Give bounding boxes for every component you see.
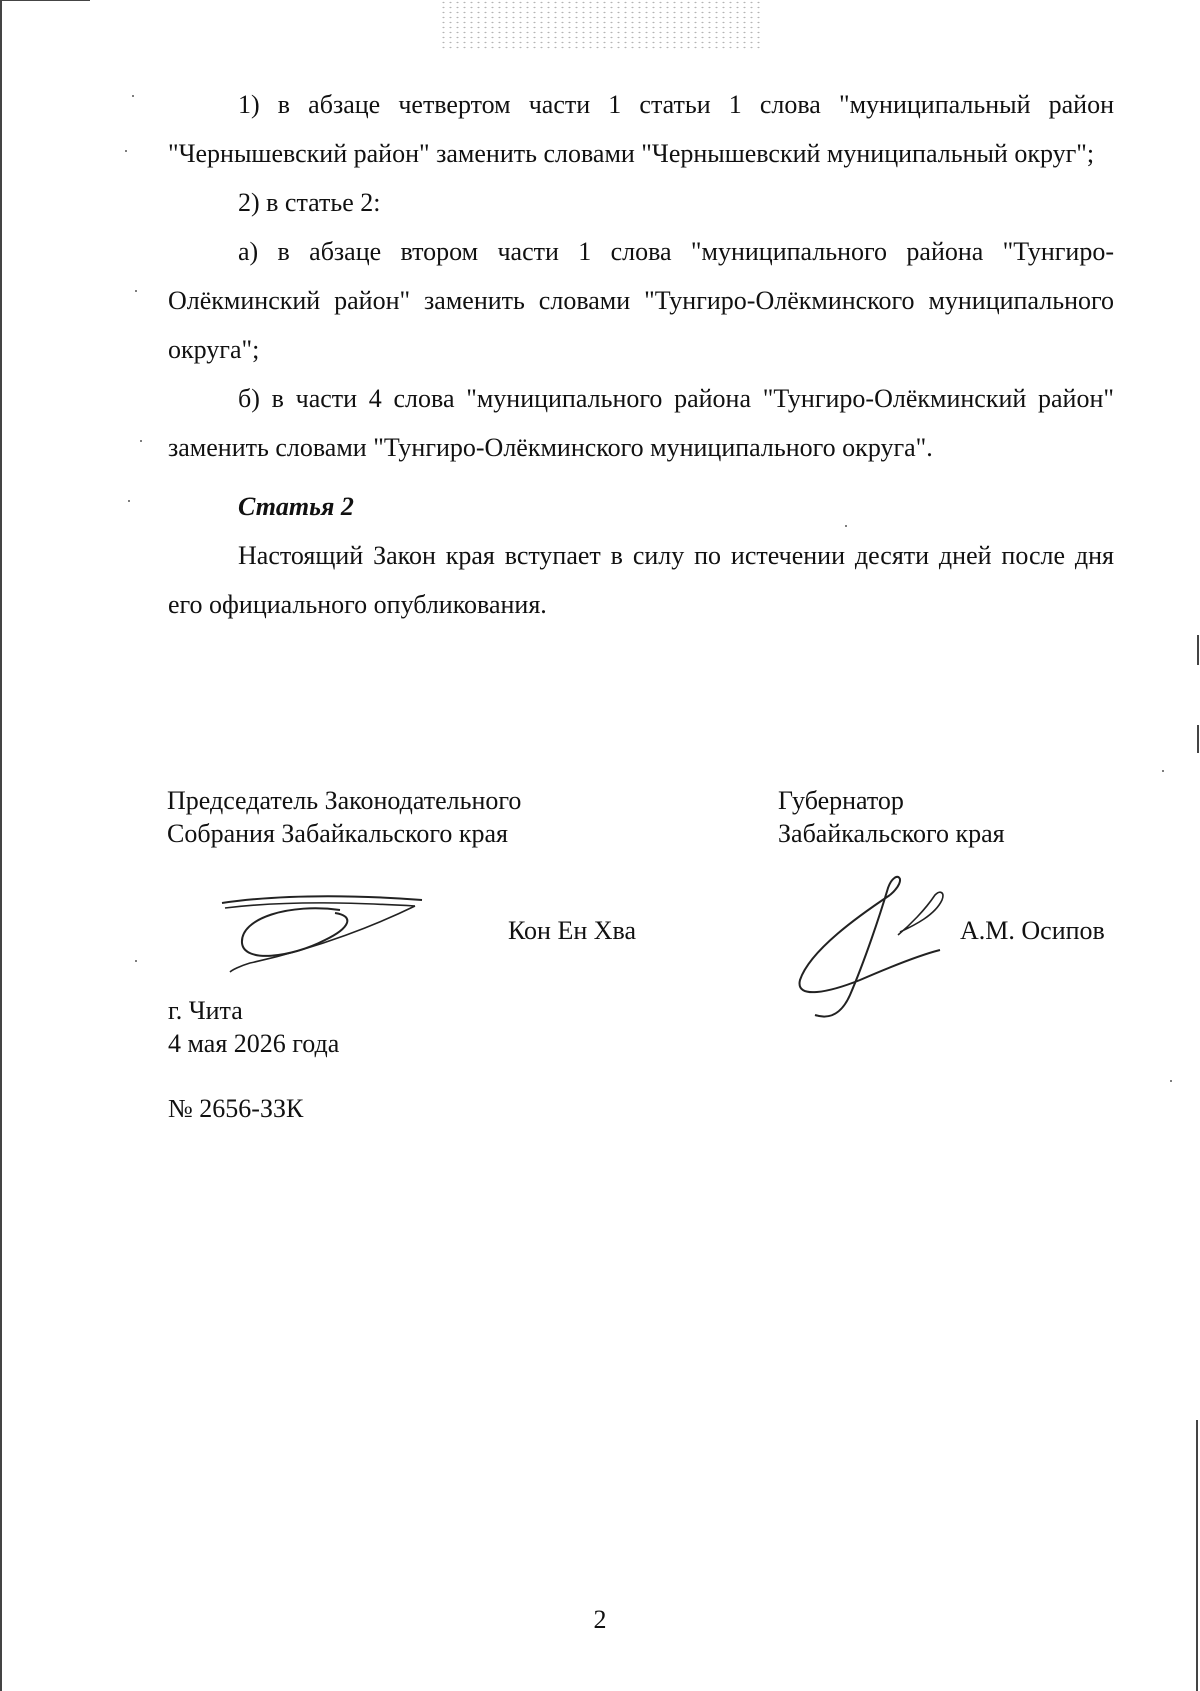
scan-speck	[135, 290, 137, 292]
scan-speck	[128, 500, 130, 502]
left-signatory-name: Кон Ен Хва	[508, 916, 637, 945]
law-body	[168, 80, 1114, 629]
scan-speck	[1170, 1080, 1172, 1082]
right-signatory-title-2: Забайкальского края	[778, 819, 1005, 848]
scan-noise	[440, 0, 760, 50]
scan-speck	[135, 960, 137, 962]
scan-edge-left	[0, 0, 2, 1691]
right-signature-mark	[790, 870, 960, 1030]
left-signatory-title-1: Председатель Законодательного	[167, 786, 522, 815]
scan-speck	[1162, 770, 1164, 772]
amendment-item-2a: а) в абзаце втором части 1 слова "муниципального района "Тунгиро-Олёкминский район" заменить словами "Тунгиро-Олёкминского муниципального округа";	[168, 237, 1114, 364]
date: 4 мая 2026 года	[168, 1029, 340, 1058]
scan-edge-right-2	[1197, 725, 1199, 753]
scan-speck	[140, 440, 142, 442]
page-number: 2	[593, 1605, 607, 1634]
amendment-item-2b: б) в части 4 слова "муниципального района "Тунгиро-Олёкминский район" заменить словами "Тунгиро-Олёкминского муниципального округа".	[168, 384, 1114, 462]
amendment-item-2: 2) в статье 2:	[238, 188, 381, 217]
amendment-item-1: 1) в абзаце четвертом части 1 статьи 1 слова "муниципальный район "Чернышевский район" заменить словами "Чернышевский муниципальный округ";	[168, 90, 1114, 168]
law-number: № 2656-ЗЗК	[168, 1094, 304, 1123]
place: г. Чита	[168, 996, 243, 1025]
right-signatory-name: А.М. Осипов	[960, 916, 1105, 945]
left-signature-mark	[210, 888, 440, 983]
scan-speck	[125, 150, 127, 152]
scan-edge-right-1	[1197, 635, 1199, 665]
article-text: Настоящий Закон края вступает в силу по истечении десяти дней после дня его официального опубликования.	[168, 541, 1114, 619]
scan-edge-right-3	[1196, 1420, 1198, 1691]
right-signatory-title-1: Губернатор	[778, 786, 904, 815]
article-title: Статья 2	[238, 492, 354, 521]
scan-speck	[132, 95, 134, 97]
scan-edge-top	[0, 0, 90, 1]
left-signatory-title-2: Собрания Забайкальского края	[167, 819, 508, 848]
